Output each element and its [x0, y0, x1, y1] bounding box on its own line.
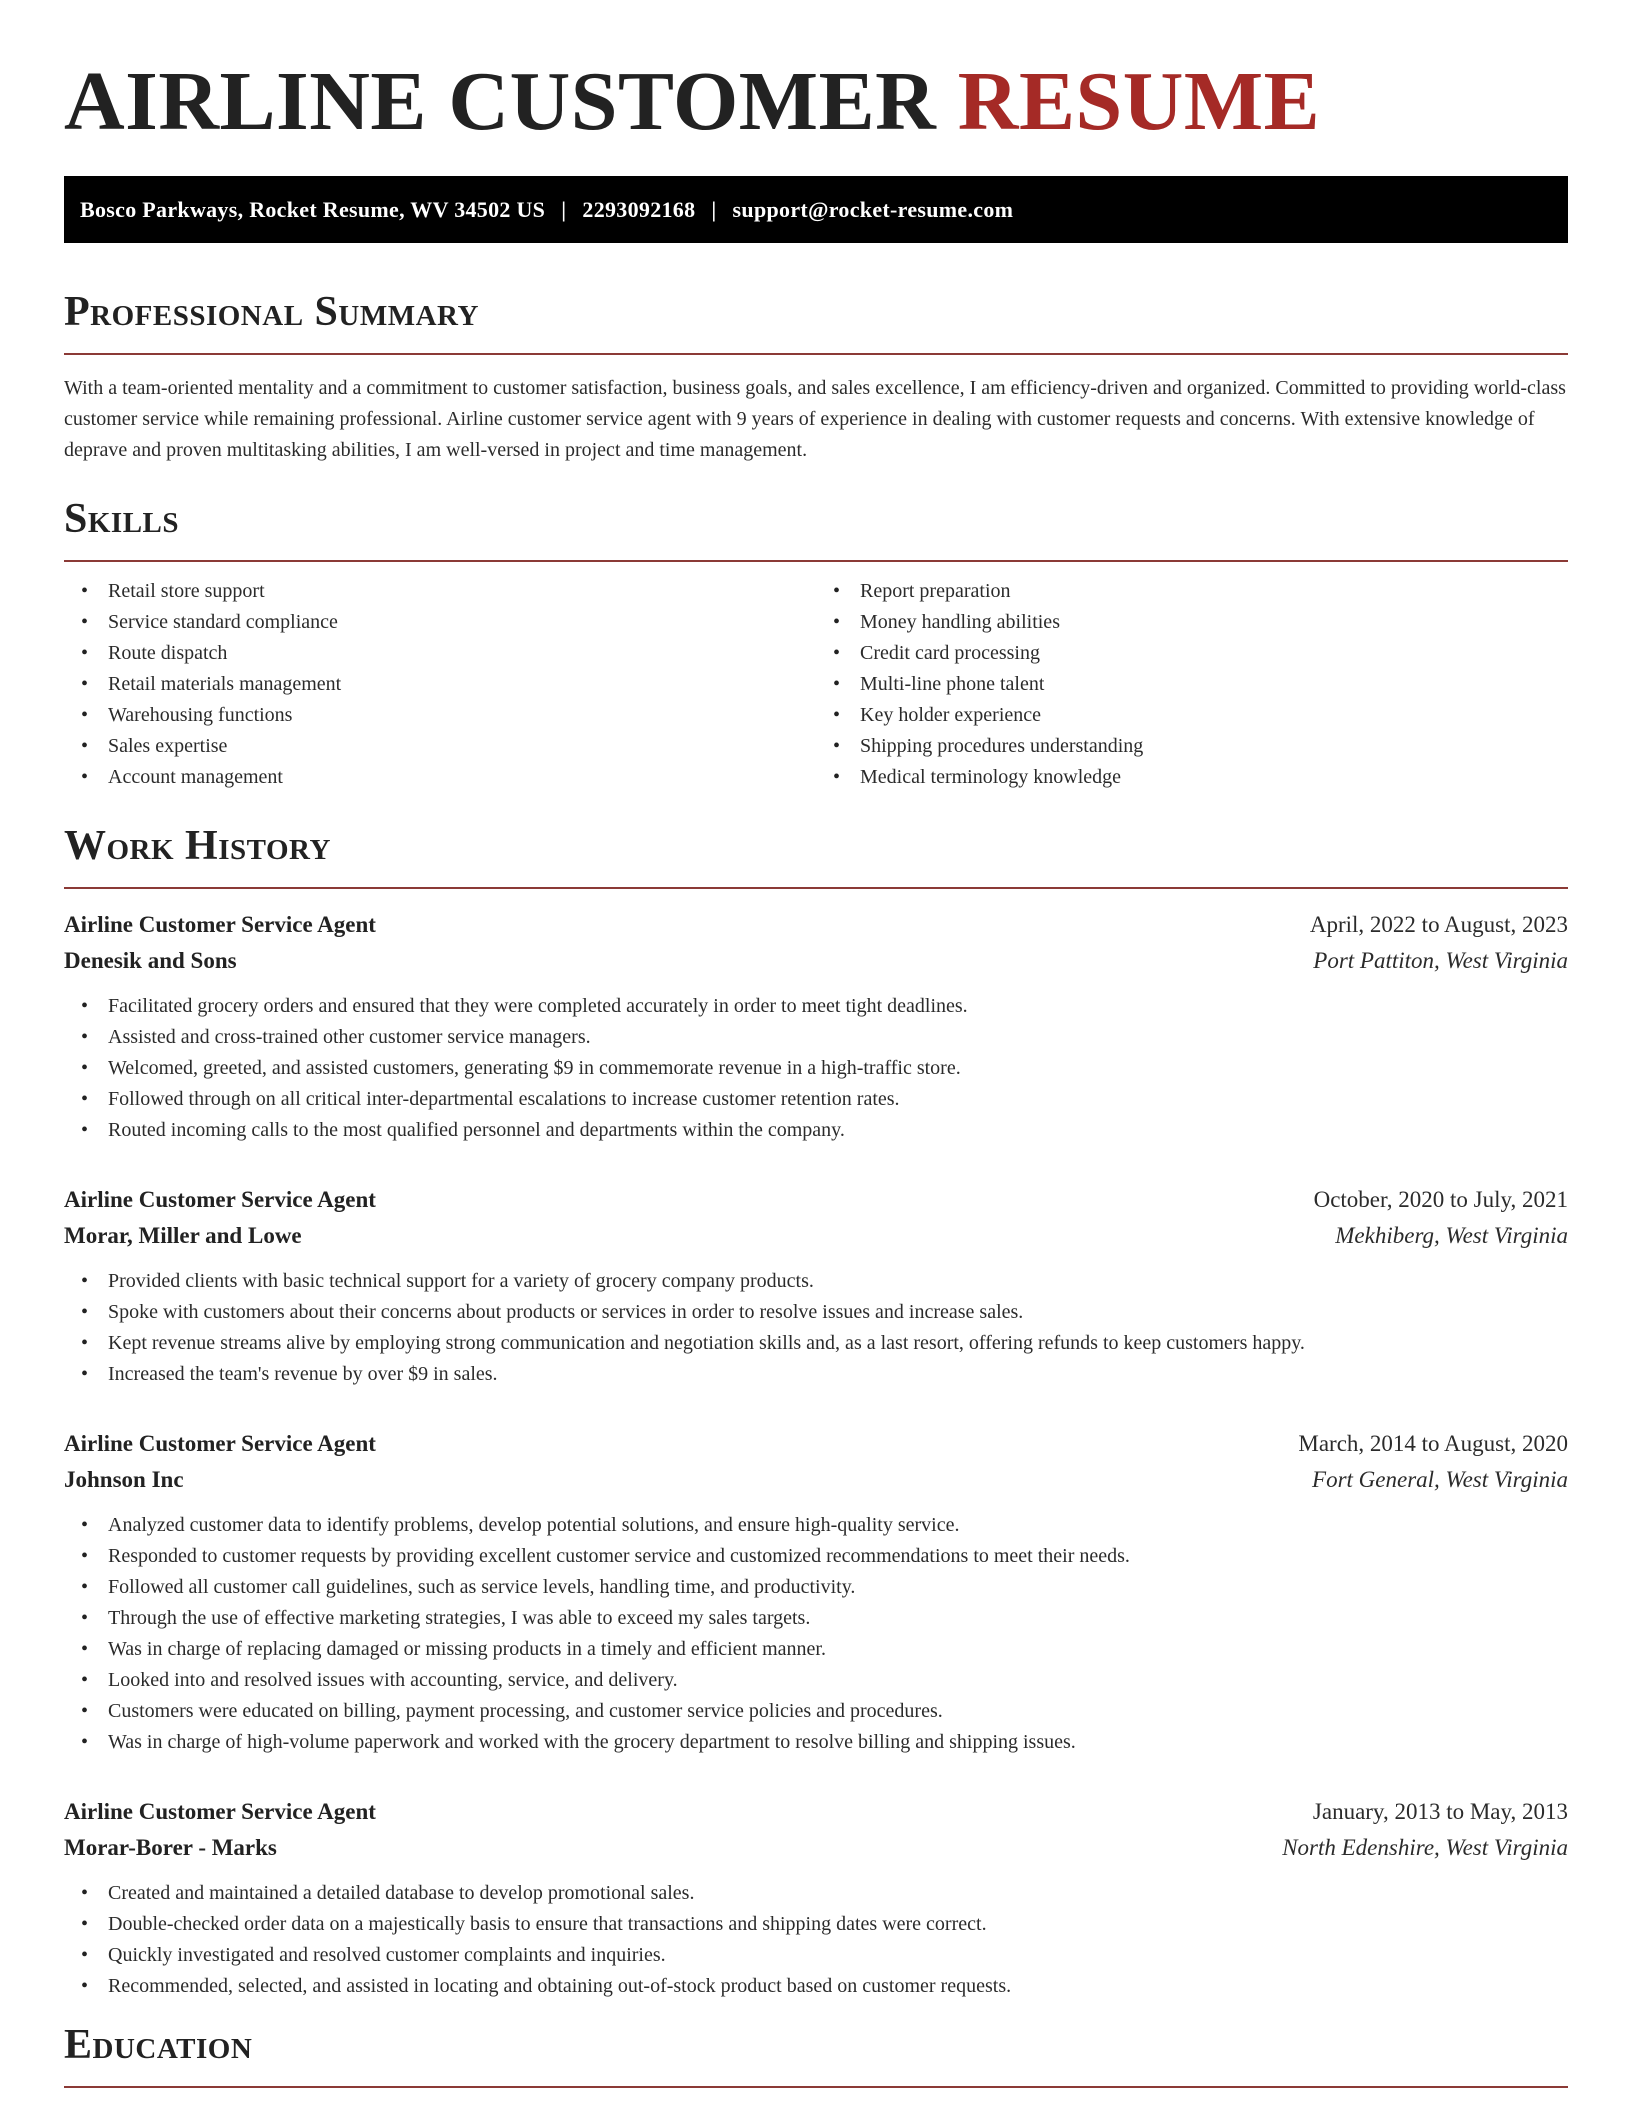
job-bullets: [64, 991, 1568, 1146]
job-title: Airline Customer Service Agent: [64, 912, 376, 937]
job-header-row: [64, 1794, 1568, 1830]
job-bullet: • Created and maintained a detailed database to develop promotional sales.: [108, 1878, 1568, 1909]
work-history-section: [64, 821, 1568, 2002]
job-entry: [64, 1426, 1568, 1758]
section-divider: [64, 560, 1568, 562]
resume-title: [64, 52, 1568, 152]
job-dates: March, 2014 to August, 2020: [1298, 1431, 1568, 1456]
skill-item: • Retail store support: [108, 576, 816, 607]
job-bullet: • Spoke with customers about their concerns about products or services in order to resolve issues and increase sales.: [108, 1297, 1568, 1328]
education-section: [64, 2020, 1568, 2088]
job-header-row: [64, 1426, 1568, 1462]
skill-item: • Multi-line phone talent: [860, 669, 1568, 700]
job-bullet: • Double-checked order data on a majestically basis to ensure that transactions and shipping dates were correct.: [108, 1909, 1568, 1940]
contact-separator: |: [711, 196, 717, 222]
contact-phone: 2293092168: [582, 196, 696, 222]
job-dates: April, 2022 to August, 2023: [1309, 912, 1568, 937]
job-entry: [64, 1794, 1568, 2002]
job-bullet: • Responded to customer requests by providing excellent customer service and customized recommendations to meet their needs.: [108, 1541, 1568, 1572]
job-location: North Edenshire, West Virginia: [1282, 1835, 1568, 1860]
contact-address: Bosco Parkways, Rocket Resume, WV 34502 US: [80, 196, 546, 222]
skill-item: • Key holder experience: [860, 700, 1568, 731]
skill-item: • Credit card processing: [860, 638, 1568, 669]
job-bullet: • Followed all customer call guidelines, such as service levels, handling time, and productivity.: [108, 1572, 1568, 1603]
job-bullet: • Through the use of effective marketing strategies, I was able to exceed my sales targets.: [108, 1603, 1568, 1634]
skills-list-right: [816, 576, 1568, 793]
job-bullets: [64, 1510, 1568, 1758]
job-title: Airline Customer Service Agent: [64, 1799, 376, 1824]
skill-item: • Shipping procedures understanding: [860, 731, 1568, 762]
job-dates: October, 2020 to July, 2021: [1313, 1187, 1568, 1212]
job-bullet: • Customers were educated on billing, payment processing, and customer service policies and procedures.: [108, 1696, 1568, 1727]
contact-bar: [64, 176, 1568, 243]
job-header-row: [64, 907, 1568, 943]
section-divider: [64, 353, 1568, 355]
skill-item: • Account management: [108, 762, 816, 793]
job-bullet: • Assisted and cross-trained other customer service managers.: [108, 1022, 1568, 1053]
skills-section: [64, 494, 1568, 793]
title-accent: RESUME: [957, 55, 1321, 148]
skill-item: • Route dispatch: [108, 638, 816, 669]
job-bullet: • Routed incoming calls to the most qualified personnel and departments within the company.: [108, 1115, 1568, 1146]
job-bullet: • Recommended, selected, and assisted in locating and obtaining out-of-stock product based on customer requests.: [108, 1971, 1568, 2002]
job-title: Airline Customer Service Agent: [64, 1431, 376, 1456]
job-bullet: • Kept revenue streams alive by employing strong communication and negotiation skills and, as a last resort, offering refunds to keep customers happy.: [108, 1328, 1568, 1359]
job-company: Johnson Inc: [64, 1467, 184, 1492]
section-heading-summary: Professional Summary: [64, 289, 479, 335]
job-bullet: • Provided clients with basic technical support for a variety of grocery company products.: [108, 1266, 1568, 1297]
job-location: Mekhiberg, West Virginia: [1335, 1223, 1568, 1248]
job-company: Morar-Borer - Marks: [64, 1835, 277, 1860]
job-entry: [64, 907, 1568, 1146]
job-company-row: [64, 1218, 1568, 1254]
title-main: AIRLINE CUSTOMER: [64, 55, 937, 148]
job-company: Denesik and Sons: [64, 948, 237, 973]
skills-grid: [64, 576, 1568, 793]
contact-separator: |: [561, 196, 567, 222]
job-company: Morar, Miller and Lowe: [64, 1223, 302, 1248]
job-location: Port Pattiton, West Virginia: [1313, 948, 1568, 973]
skill-item: • Money handling abilities: [860, 607, 1568, 638]
job-bullet: • Facilitated grocery orders and ensured that they were completed accurately in order to meet tight deadlines.: [108, 991, 1568, 1022]
job-company-row: [64, 1462, 1568, 1498]
section-divider: [64, 2086, 1568, 2088]
job-bullet: • Increased the team's revenue by over $9 in sales.: [108, 1359, 1568, 1390]
section-divider: [64, 887, 1568, 889]
job-bullets: [64, 1878, 1568, 2002]
job-location: Fort General, West Virginia: [1312, 1467, 1568, 1492]
job-bullet: • Analyzed customer data to identify problems, develop potential solutions, and ensure high-quality service.: [108, 1510, 1568, 1541]
job-bullet: • Quickly investigated and resolved customer complaints and inquiries.: [108, 1940, 1568, 1971]
job-header-row: [64, 1182, 1568, 1218]
job-title: Airline Customer Service Agent: [64, 1187, 376, 1212]
job-bullet: • Looked into and resolved issues with accounting, service, and delivery.: [108, 1665, 1568, 1696]
skill-item: • Service standard compliance: [108, 607, 816, 638]
contact-email[interactable]: support@rocket-resume.com: [732, 196, 1014, 222]
skills-list-left: [64, 576, 816, 793]
skill-item: • Sales expertise: [108, 731, 816, 762]
job-bullet: • Was in charge of replacing damaged or missing products in a timely and efficient manner.: [108, 1634, 1568, 1665]
section-heading-skills: Skills: [64, 496, 180, 542]
skill-item: • Report preparation: [860, 576, 1568, 607]
job-entry: [64, 1182, 1568, 1390]
job-dates: January, 2013 to May, 2013: [1312, 1799, 1568, 1824]
section-heading-work-history: Work History: [64, 823, 331, 869]
job-company-row: [64, 943, 1568, 979]
section-heading-education: Education: [64, 2022, 253, 2068]
job-bullet: • Was in charge of high-volume paperwork and worked with the grocery department to resolve billing and shipping issues.: [108, 1727, 1568, 1758]
job-company-row: [64, 1830, 1568, 1866]
skill-item: • Retail materials management: [108, 669, 816, 700]
job-bullet: • Welcomed, greeted, and assisted customers, generating $9 in commemorate revenue in a high-traffic store.: [108, 1053, 1568, 1084]
job-bullet: • Followed through on all critical inter-departmental escalations to increase customer retention rates.: [108, 1084, 1568, 1115]
summary-text: With a team-oriented mentality and a commitment to customer satisfaction, business goals, and sales excellence, I am efficiency-driven and organized. Committed to providing world-class customer service while remaining professional. Airline customer service agent with 9 years of experience in dealing with customer requests and concerns. With extensive knowledge of deprave and proven multitasking abilities, I am well-versed in project and time management.: [64, 377, 1566, 461]
skill-item: • Medical terminology knowledge: [860, 762, 1568, 793]
job-bullets: [64, 1266, 1568, 1390]
skill-item: • Warehousing functions: [108, 700, 816, 731]
summary-section: [64, 287, 1568, 466]
